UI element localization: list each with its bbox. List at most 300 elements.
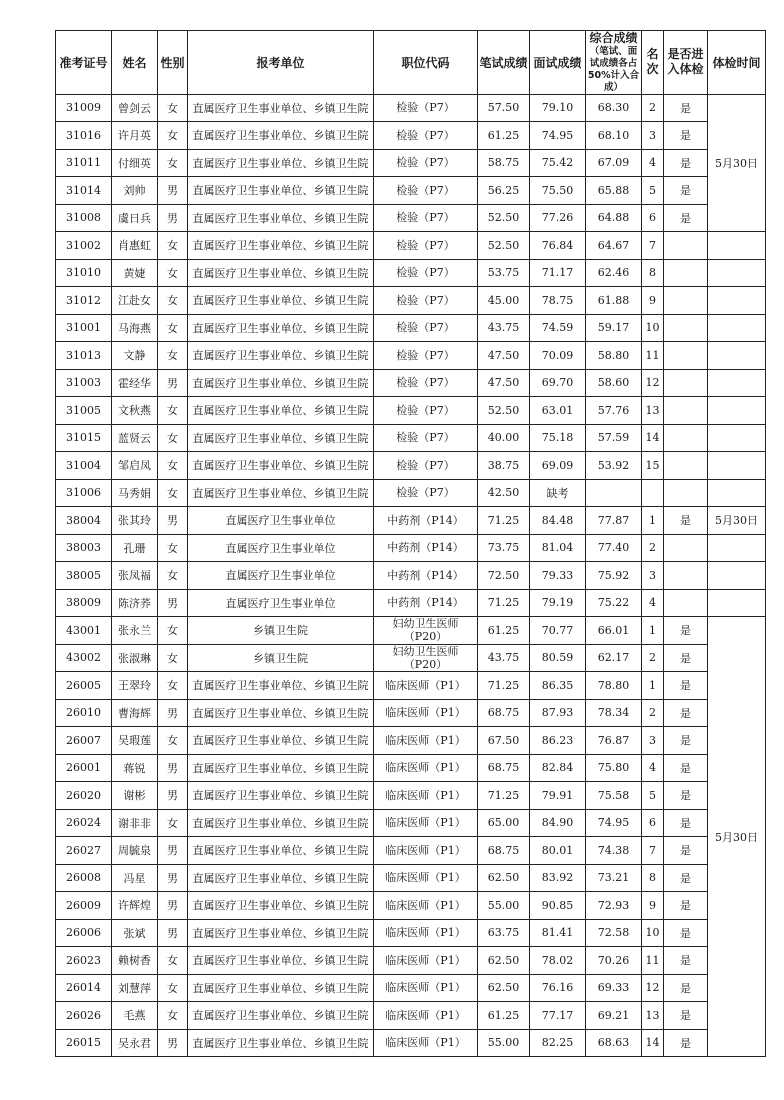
cell-code: 检验（P7）	[374, 177, 478, 205]
cell-rank	[642, 479, 664, 507]
cell-rank: 4	[642, 149, 664, 177]
cell-id: 31016	[56, 122, 112, 150]
results-table-container	[55, 30, 766, 1057]
header-interview: 面试成绩	[530, 31, 586, 95]
cell-rank: 6	[642, 204, 664, 232]
cell-code: 检验（P7）	[374, 452, 478, 480]
cell-interview: 79.10	[530, 94, 586, 122]
cell-gender: 女	[158, 1002, 188, 1030]
cell-gender: 女	[158, 314, 188, 342]
cell-exam: 是	[664, 507, 708, 535]
cell-exam: 是	[664, 809, 708, 837]
cell-code: 检验（P7）	[374, 232, 478, 260]
cell-rank: 2	[642, 644, 664, 672]
cell-unit: 直属医疗卫生事业单位、乡镇卫生院	[188, 754, 374, 782]
cell-id: 31015	[56, 424, 112, 452]
cell-rank: 1	[642, 507, 664, 535]
cell-gender: 女	[158, 727, 188, 755]
cell-written: 71.25	[478, 782, 530, 810]
cell-code: 检验（P7）	[374, 424, 478, 452]
cell-interview: 74.95	[530, 122, 586, 150]
cell-id: 31013	[56, 342, 112, 370]
cell-exam-time-empty	[708, 369, 766, 397]
cell-gender: 男	[158, 919, 188, 947]
cell-exam-time-empty	[708, 479, 766, 507]
cell-written: 43.75	[478, 314, 530, 342]
cell-id: 26006	[56, 919, 112, 947]
cell-total: 78.80	[586, 672, 642, 700]
cell-code: 临床医师（P1）	[374, 809, 478, 837]
cell-unit: 直属医疗卫生事业单位、乡镇卫生院	[188, 672, 374, 700]
cell-id: 38005	[56, 562, 112, 590]
cell-code: 检验（P7）	[374, 122, 478, 150]
cell-rank: 5	[642, 782, 664, 810]
cell-id: 26027	[56, 837, 112, 865]
cell-exam: 是	[664, 699, 708, 727]
cell-unit: 直属医疗卫生事业单位、乡镇卫生院	[188, 1002, 374, 1030]
cell-total: 57.76	[586, 397, 642, 425]
cell-code: 临床医师（P1）	[374, 699, 478, 727]
cell-gender: 男	[158, 369, 188, 397]
cell-gender: 女	[158, 287, 188, 315]
cell-interview: 77.26	[530, 204, 586, 232]
cell-written: 38.75	[478, 452, 530, 480]
cell-interview: 69.70	[530, 369, 586, 397]
table-row	[56, 424, 766, 452]
cell-total: 64.67	[586, 232, 642, 260]
table-row	[56, 699, 766, 727]
table-row	[56, 259, 766, 287]
cell-name: 黄婕	[112, 259, 158, 287]
table-row	[56, 479, 766, 507]
cell-exam-time-empty	[708, 314, 766, 342]
cell-rank: 13	[642, 397, 664, 425]
cell-interview: 76.16	[530, 974, 586, 1002]
cell-written: 52.50	[478, 204, 530, 232]
cell-gender: 女	[158, 149, 188, 177]
table-row	[56, 287, 766, 315]
cell-exam-time-empty	[708, 397, 766, 425]
header-total-note: （笔试、面试成绩各占50%计入合成）	[587, 46, 640, 93]
cell-name: 肖惠虹	[112, 232, 158, 260]
cell-exam	[664, 314, 708, 342]
header-total-title: 综合成绩	[589, 31, 638, 45]
cell-name: 曹海辉	[112, 699, 158, 727]
cell-name: 马海燕	[112, 314, 158, 342]
cell-interview: 70.77	[530, 617, 586, 645]
cell-interview: 82.25	[530, 1029, 586, 1057]
cell-written: 43.75	[478, 644, 530, 672]
cell-code: 临床医师（P1）	[374, 672, 478, 700]
cell-name: 张其玲	[112, 507, 158, 535]
cell-interview: 75.42	[530, 149, 586, 177]
cell-unit: 直属医疗卫生事业单位	[188, 534, 374, 562]
cell-rank: 2	[642, 94, 664, 122]
cell-id: 31002	[56, 232, 112, 260]
cell-code: 临床医师（P1）	[374, 727, 478, 755]
cell-gender: 女	[158, 232, 188, 260]
cell-exam: 是	[664, 974, 708, 1002]
cell-unit: 直属医疗卫生事业单位、乡镇卫生院	[188, 919, 374, 947]
cell-id: 26023	[56, 947, 112, 975]
cell-written: 52.50	[478, 232, 530, 260]
cell-gender: 女	[158, 452, 188, 480]
cell-code: 检验（P7）	[374, 342, 478, 370]
cell-interview: 80.01	[530, 837, 586, 865]
cell-interview: 86.35	[530, 672, 586, 700]
cell-id: 43002	[56, 644, 112, 672]
cell-written: 57.50	[478, 94, 530, 122]
cell-rank: 4	[642, 589, 664, 617]
cell-total: 77.40	[586, 534, 642, 562]
cell-interview: 80.59	[530, 644, 586, 672]
cell-total: 58.80	[586, 342, 642, 370]
cell-name: 许辉煌	[112, 892, 158, 920]
cell-id: 31001	[56, 314, 112, 342]
cell-gender: 男	[158, 204, 188, 232]
cell-unit: 直属医疗卫生事业单位、乡镇卫生院	[188, 947, 374, 975]
cell-total: 77.87	[586, 507, 642, 535]
cell-rank: 6	[642, 809, 664, 837]
cell-gender: 女	[158, 94, 188, 122]
cell-exam	[664, 232, 708, 260]
cell-gender: 女	[158, 342, 188, 370]
cell-code: 检验（P7）	[374, 369, 478, 397]
cell-id: 31005	[56, 397, 112, 425]
table-row	[56, 507, 766, 535]
cell-total: 75.22	[586, 589, 642, 617]
cell-code: 检验（P7）	[374, 204, 478, 232]
cell-interview: 81.04	[530, 534, 586, 562]
cell-exam-time-empty	[708, 259, 766, 287]
cell-exam: 是	[664, 754, 708, 782]
cell-interview: 84.90	[530, 809, 586, 837]
cell-written: 55.00	[478, 892, 530, 920]
cell-exam: 是	[664, 122, 708, 150]
table-row	[56, 672, 766, 700]
cell-name: 陈济荞	[112, 589, 158, 617]
cell-exam: 是	[664, 204, 708, 232]
cell-code: 临床医师（P1）	[374, 892, 478, 920]
cell-exam-time-empty	[708, 562, 766, 590]
cell-name: 马秀娟	[112, 479, 158, 507]
cell-name: 蒋锐	[112, 754, 158, 782]
cell-exam: 是	[664, 727, 708, 755]
table-row	[56, 204, 766, 232]
cell-gender: 女	[158, 974, 188, 1002]
cell-rank: 5	[642, 177, 664, 205]
cell-unit: 乡镇卫生院	[188, 617, 374, 645]
cell-total: 67.09	[586, 149, 642, 177]
header-exam-time: 体检时间	[708, 31, 766, 95]
cell-interview: 82.84	[530, 754, 586, 782]
cell-name: 张斌	[112, 919, 158, 947]
table-row	[56, 122, 766, 150]
cell-written: 42.50	[478, 479, 530, 507]
cell-exam: 是	[664, 617, 708, 645]
cell-total: 53.92	[586, 452, 642, 480]
cell-total: 66.01	[586, 617, 642, 645]
cell-exam-time: 5月30日	[708, 617, 766, 1057]
cell-name: 吴永君	[112, 1029, 158, 1057]
table-row	[56, 919, 766, 947]
cell-rank: 3	[642, 122, 664, 150]
cell-written: 58.75	[478, 149, 530, 177]
cell-interview: 87.93	[530, 699, 586, 727]
cell-unit: 直属医疗卫生事业单位、乡镇卫生院	[188, 892, 374, 920]
cell-total: 68.30	[586, 94, 642, 122]
table-row	[56, 754, 766, 782]
cell-unit: 直属医疗卫生事业单位、乡镇卫生院	[188, 782, 374, 810]
cell-id: 38003	[56, 534, 112, 562]
cell-gender: 女	[158, 562, 188, 590]
cell-unit: 直属医疗卫生事业单位、乡镇卫生院	[188, 204, 374, 232]
cell-code: 临床医师（P1）	[374, 754, 478, 782]
cell-name: 霍经华	[112, 369, 158, 397]
cell-rank: 11	[642, 342, 664, 370]
table-row	[56, 864, 766, 892]
cell-written: 40.00	[478, 424, 530, 452]
cell-written: 71.25	[478, 672, 530, 700]
cell-id: 26020	[56, 782, 112, 810]
cell-name: 许月英	[112, 122, 158, 150]
cell-code: 临床医师（P1）	[374, 1029, 478, 1057]
table-row	[56, 534, 766, 562]
cell-interview: 70.09	[530, 342, 586, 370]
cell-name: 刘慧萍	[112, 974, 158, 1002]
table-row	[56, 232, 766, 260]
cell-gender: 男	[158, 177, 188, 205]
cell-gender: 男	[158, 837, 188, 865]
cell-interview: 63.01	[530, 397, 586, 425]
cell-rank: 7	[642, 232, 664, 260]
cell-exam-time: 5月30日	[708, 94, 766, 232]
cell-total: 65.88	[586, 177, 642, 205]
cell-exam: 是	[664, 177, 708, 205]
cell-id: 31009	[56, 94, 112, 122]
cell-total: 69.21	[586, 1002, 642, 1030]
cell-written: 52.50	[478, 397, 530, 425]
cell-total: 68.10	[586, 122, 642, 150]
cell-interview: 缺考	[530, 479, 586, 507]
cell-unit: 直属医疗卫生事业单位、乡镇卫生院	[188, 1029, 374, 1057]
cell-total: 62.46	[586, 259, 642, 287]
cell-rank: 10	[642, 919, 664, 947]
cell-code: 中药剂（P14）	[374, 507, 478, 535]
cell-name: 曾剑云	[112, 94, 158, 122]
cell-id: 31012	[56, 287, 112, 315]
cell-unit: 直属医疗卫生事业单位、乡镇卫生院	[188, 177, 374, 205]
cell-exam: 是	[664, 782, 708, 810]
cell-exam: 是	[664, 919, 708, 947]
table-row	[56, 452, 766, 480]
cell-gender: 男	[158, 699, 188, 727]
cell-rank: 9	[642, 892, 664, 920]
cell-unit: 直属医疗卫生事业单位、乡镇卫生院	[188, 864, 374, 892]
cell-unit: 乡镇卫生院	[188, 644, 374, 672]
cell-code: 临床医师（P1）	[374, 919, 478, 947]
cell-id: 31003	[56, 369, 112, 397]
cell-exam: 是	[664, 892, 708, 920]
cell-rank: 11	[642, 947, 664, 975]
cell-exam	[664, 562, 708, 590]
cell-rank: 13	[642, 1002, 664, 1030]
cell-rank: 12	[642, 974, 664, 1002]
header-code: 职位代码	[374, 31, 478, 95]
cell-exam: 是	[664, 837, 708, 865]
cell-interview: 77.17	[530, 1002, 586, 1030]
cell-unit: 直属医疗卫生事业单位、乡镇卫生院	[188, 149, 374, 177]
cell-id: 31010	[56, 259, 112, 287]
cell-total: 57.59	[586, 424, 642, 452]
cell-name: 赖树香	[112, 947, 158, 975]
cell-code: 临床医师（P1）	[374, 947, 478, 975]
cell-name: 文秋燕	[112, 397, 158, 425]
cell-unit: 直属医疗卫生事业单位、乡镇卫生院	[188, 287, 374, 315]
cell-written: 62.50	[478, 947, 530, 975]
cell-unit: 直属医疗卫生事业单位	[188, 507, 374, 535]
cell-id: 26005	[56, 672, 112, 700]
cell-gender: 女	[158, 424, 188, 452]
cell-unit: 直属医疗卫生事业单位	[188, 589, 374, 617]
cell-exam: 是	[664, 1029, 708, 1057]
cell-unit: 直属医疗卫生事业单位、乡镇卫生院	[188, 974, 374, 1002]
cell-unit: 直属医疗卫生事业单位、乡镇卫生院	[188, 479, 374, 507]
cell-written: 47.50	[478, 369, 530, 397]
cell-code: 检验（P7）	[374, 149, 478, 177]
cell-total: 59.17	[586, 314, 642, 342]
cell-exam	[664, 589, 708, 617]
header-gender: 性别	[158, 31, 188, 95]
cell-id: 31014	[56, 177, 112, 205]
cell-rank: 2	[642, 534, 664, 562]
cell-id: 26024	[56, 809, 112, 837]
results-body	[56, 94, 766, 1057]
cell-exam: 是	[664, 1002, 708, 1030]
cell-rank: 14	[642, 424, 664, 452]
cell-gender: 女	[158, 259, 188, 287]
cell-exam: 是	[664, 149, 708, 177]
cell-unit: 直属医疗卫生事业单位、乡镇卫生院	[188, 342, 374, 370]
cell-total: 78.34	[586, 699, 642, 727]
cell-code: 中药剂（P14）	[374, 534, 478, 562]
cell-id: 38009	[56, 589, 112, 617]
cell-name: 张淑琳	[112, 644, 158, 672]
cell-written: 65.00	[478, 809, 530, 837]
cell-gender: 女	[158, 672, 188, 700]
cell-rank: 4	[642, 754, 664, 782]
cell-code: 临床医师（P1）	[374, 782, 478, 810]
cell-rank: 1	[642, 617, 664, 645]
table-row	[56, 727, 766, 755]
table-row	[56, 369, 766, 397]
cell-written: 61.25	[478, 617, 530, 645]
cell-code: 临床医师（P1）	[374, 837, 478, 865]
cell-gender: 女	[158, 809, 188, 837]
cell-name: 谢非非	[112, 809, 158, 837]
table-row	[56, 974, 766, 1002]
cell-exam-time-empty	[708, 589, 766, 617]
header-written: 笔试成绩	[478, 31, 530, 95]
cell-unit: 直属医疗卫生事业单位、乡镇卫生院	[188, 452, 374, 480]
table-row	[56, 892, 766, 920]
cell-written: 62.50	[478, 864, 530, 892]
cell-name: 孔珊	[112, 534, 158, 562]
cell-exam-time-empty	[708, 534, 766, 562]
cell-written: 67.50	[478, 727, 530, 755]
cell-name: 王翠玲	[112, 672, 158, 700]
cell-rank: 12	[642, 369, 664, 397]
header-row	[56, 31, 766, 95]
results-table	[55, 30, 766, 1057]
cell-interview: 78.75	[530, 287, 586, 315]
cell-unit: 直属医疗卫生事业单位、乡镇卫生院	[188, 727, 374, 755]
cell-interview: 69.09	[530, 452, 586, 480]
cell-total: 72.93	[586, 892, 642, 920]
cell-rank: 8	[642, 864, 664, 892]
cell-total: 68.63	[586, 1029, 642, 1057]
cell-interview: 71.17	[530, 259, 586, 287]
cell-exam	[664, 452, 708, 480]
header-unit: 报考单位	[188, 31, 374, 95]
cell-exam	[664, 259, 708, 287]
table-row	[56, 562, 766, 590]
cell-rank: 3	[642, 562, 664, 590]
cell-name: 蓝贤云	[112, 424, 158, 452]
cell-total: 58.60	[586, 369, 642, 397]
cell-name: 冯星	[112, 864, 158, 892]
cell-interview: 83.92	[530, 864, 586, 892]
cell-total: 70.26	[586, 947, 642, 975]
cell-interview: 75.50	[530, 177, 586, 205]
cell-unit: 直属医疗卫生事业单位、乡镇卫生院	[188, 424, 374, 452]
table-row	[56, 947, 766, 975]
cell-name: 张永兰	[112, 617, 158, 645]
cell-written: 68.75	[478, 837, 530, 865]
cell-rank: 9	[642, 287, 664, 315]
cell-exam: 是	[664, 672, 708, 700]
cell-unit: 直属医疗卫生事业单位、乡镇卫生院	[188, 369, 374, 397]
cell-id: 26001	[56, 754, 112, 782]
table-row	[56, 397, 766, 425]
cell-written: 53.75	[478, 259, 530, 287]
cell-rank: 3	[642, 727, 664, 755]
cell-total: 73.21	[586, 864, 642, 892]
cell-code: 临床医师（P1）	[374, 974, 478, 1002]
cell-interview: 75.18	[530, 424, 586, 452]
cell-exam	[664, 342, 708, 370]
cell-gender: 男	[158, 892, 188, 920]
cell-exam: 是	[664, 947, 708, 975]
header-rank: 名次	[642, 31, 664, 95]
table-row	[56, 809, 766, 837]
cell-interview: 86.23	[530, 727, 586, 755]
table-row	[56, 149, 766, 177]
cell-code: 临床医师（P1）	[374, 1002, 478, 1030]
cell-exam	[664, 397, 708, 425]
cell-exam-time-empty	[708, 287, 766, 315]
cell-rank: 2	[642, 699, 664, 727]
cell-gender: 男	[158, 754, 188, 782]
cell-gender: 女	[158, 534, 188, 562]
cell-rank: 8	[642, 259, 664, 287]
cell-id: 38004	[56, 507, 112, 535]
table-row	[56, 837, 766, 865]
cell-total: 64.88	[586, 204, 642, 232]
cell-unit: 直属医疗卫生事业单位、乡镇卫生院	[188, 232, 374, 260]
cell-id: 26009	[56, 892, 112, 920]
header-id: 准考证号	[56, 31, 112, 95]
